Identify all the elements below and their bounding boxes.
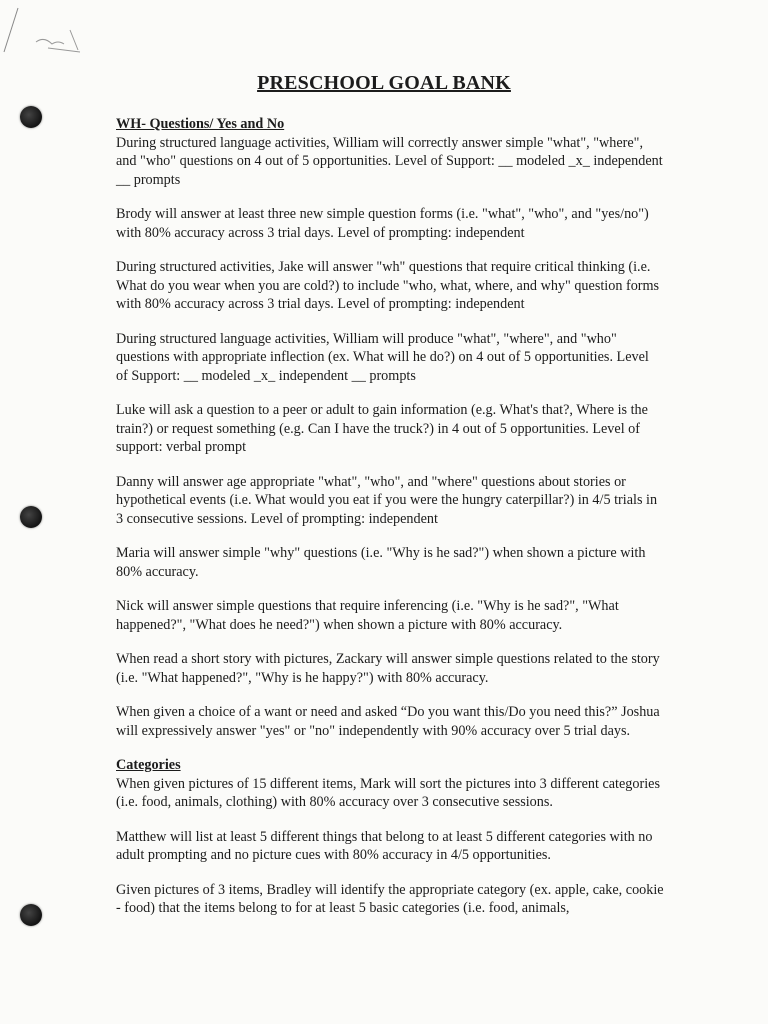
goal-item: Nick will answer simple questions that require inferencing (i.e. "Why is he sad?", "What happened?", "What does he need?") when shown a picture with 80% accuracy. (116, 598, 619, 633)
goal-item: Matthew will list at least 5 different things that belong to at least 5 different categories with no adult prompting and no picture cues with 80% accuracy in 4/5 opportunities. (116, 828, 653, 863)
goal-item: Luke will ask a question to a peer or adult to gain information (e.g. What's that?, Where is the train?) or request something (e.g. Can I have the truck?) in 4 out of 5 opportunities. Level of support: verbal prompt (116, 402, 648, 455)
binder-hole-bottom (20, 904, 42, 926)
goal-item: When read a short story with pictures, Zackary will answer simple questions related to the story (i.e. "What happened?", "Why is he happy?") with 80% accuracy. (116, 651, 660, 686)
goal-item: When given a choice of a want or need and asked “Do you want this/Do you need this?” Joshua will expressively answer "yes" or "no" independently with 90% accuracy over 5 trial days. (116, 704, 660, 739)
binder-hole-middle (20, 506, 42, 528)
goal-item: During structured language activities, William will produce "what", "where", and "who" questions with appropriate inflection (ex. What will he do?) on 4 out of 5 opportunities. Level of Support: __ modeled _x_ independent __ prompts (116, 330, 649, 384)
goal-item: During structured activities, Jake will answer "wh" questions that require critical thinking (i.e. What do you wear when you are cold?) to include "who, what, where, and why" question forms with 80% accuracy across 3 trial days. Level of prompting: independent (116, 259, 660, 312)
section-heading-wh-questions: WH- Questions/ Yes and No (116, 116, 285, 132)
goal-item: Maria will answer simple "why" questions (i.e. "Why is he sad?") when shown a picture with 80% accuracy. (116, 545, 646, 580)
goal-item: Brody will answer at least three new simple question forms (i.e. "what", "who", and "yes/no") with 80% accuracy across 3 trial days. Level of prompting: independent (116, 206, 649, 241)
goal-bank-content (116, 115, 664, 934)
section-heading-categories: Categories (116, 757, 181, 773)
goal-item: Danny will answer age appropriate "what", "who", and "where" questions about stories or hypothetical events (i.e. What would you eat if you were the hungry caterpillar?) in 4/5 trials in 3 consecutive sessions. Level of prompting: independent (116, 473, 658, 527)
goal-item: When given pictures of 15 different items, Mark will sort the pictures into 3 different categories (i.e. food, animals, clothing) with 80% accuracy over 3 consecutive sessions. (116, 775, 660, 810)
goal-item: During structured language activities, William will correctly answer simple "what", "where", and "who" questions on 4 out of 5 opportunities. Level of Support: __ modeled _x_ independent __ prompts (116, 134, 663, 188)
page-title: PRESCHOOL GOAL BANK (257, 72, 511, 94)
goal-item: Given pictures of 3 items, Bradley will identify the appropriate category (ex. apple, cake, cookie - food) that the items belong to for at least 5 basic categories (i.e. food, animals, (116, 881, 664, 916)
pen-scribble-mark (0, 0, 120, 70)
binder-hole-top (20, 106, 42, 128)
